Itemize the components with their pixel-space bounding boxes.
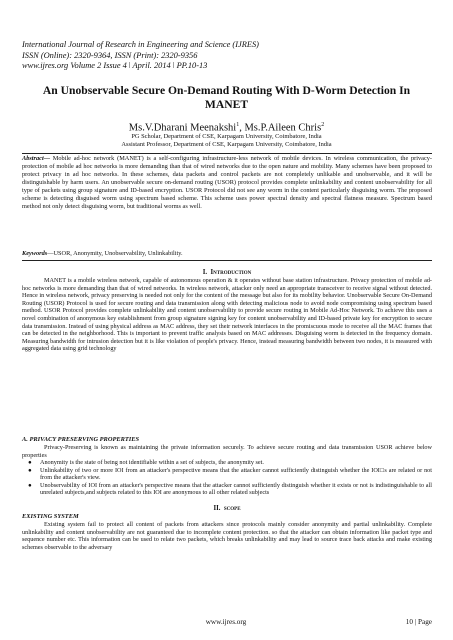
- section-title: Introduction: [210, 269, 252, 276]
- list-item-text: Anonymity is the state of being not identifiable within a set of subjects, the anonymity set.: [40, 459, 264, 466]
- section-number: II.: [213, 505, 221, 512]
- footer-url: www.ijres.org: [205, 618, 247, 626]
- list-item: [26, 482, 432, 497]
- list-item: [26, 459, 432, 467]
- abstract-label: Abstract—: [22, 155, 50, 162]
- journal-volume: www.ijres.org Volume 2 Issue 4 ǀ April. 2014 ǀ PP.10-13: [22, 61, 208, 71]
- journal-name: International Journal of Research in Engineering and Science (IJRES): [22, 40, 259, 49]
- abstract: [22, 155, 432, 211]
- author-2-mark: 2: [321, 122, 325, 128]
- bullet-icon: ●: [28, 481, 32, 489]
- author-separator: ,: [239, 122, 245, 134]
- subsection-heading-existing-system: EXISTING SYSTEM: [22, 513, 79, 520]
- introduction-paragraph: MANET is a mobile wireless network, capable of autonomous operation & it operates without base station infrastructure. Privacy protection of mobile ad-hoc networks is more demanding than that of wired networks. In wireless network, attacker only need an appropriate transceiver to receive signal without detected. Hence in wireless network, privacy preserving is needed not only for the content of the message but also for its mobility behavior. Unobservable Secure On-Demand Routing (USOR) Protocol is used for secure routing and data transmission along with detecting malicious node to avoid node compromising using spectrum based method. USOR Protocol provides complete unlinkability and content unobservability to provide secure routing in Mobile Ad-Hoc Network. To achieve this uses a novel combination of anonymous key establishment from group signature signing key for content unobservability and ID-based private key for encryption to secure data transmission. Instead of using physical address as MAC address, they set their network interfaces in the promiscuous mode to receive all the MAC frames that can be detected in the neighborhood. This is important to prevent traffic analysis based on MAC addresses. Disguising worm is detected in the frequency domain. Measuring bandwidth for intrusion detection but it is like violation of people's privacy. Hence, instead measuring bandwidth between two nodes, it is measured with aggregated data using grid technology: [22, 277, 432, 353]
- author-1-mark: 1: [236, 122, 240, 128]
- bullet-icon: ●: [28, 466, 32, 474]
- privacy-properties-list: [26, 459, 432, 497]
- list-item: [26, 467, 432, 482]
- list-item-text: Unobservability of IOI from an attacker's perspective means that the attacker cannot sufficiently distinguish whether it exists or not is indistinguishable to all unrelated subjects,and subjects related to this IOI are anonymous to all other related subjects: [40, 481, 432, 497]
- section-heading-scope: [22, 505, 432, 513]
- author-1: Ms.V.Dharani Meenakshi: [128, 122, 237, 134]
- privacy-paragraph: Privacy-Preserving is known as maintaining the private information securely. To achieve secure routing and data transmission USOR achieve below properties: [22, 444, 432, 459]
- abstract-text: Mobile ad-hoc network (MANET) is a self-configuring infrastructure-less network of mobile devices. In wireless communication, the privacy-protection of mobile ad hoc networks is more demanding than that of wired networks due to the open nature and mobility. Many schemes have been proposed to protect privacy in ad hoc networks. In these schemes, data packets and control packets are not completely unlikable and unobservable, and it will be distinguishable by harm users. An unobservable secure on-demand routing (USOR) protocol provides complete unlinkability and content unobservability for all type of packets using group signature and ID-based encryption. USOR Protocol did not see any worm in the content particularly disguising worm. The proposed scheme is detecting disguised worm using spectrum based scheme. This scheme uses power spectral density and spectral flatness measure. Spectrum based method not only detect disguising worm, but traditional worms as well.: [22, 155, 432, 210]
- keywords: [22, 250, 432, 258]
- section-title: scope: [223, 505, 241, 512]
- abstract-bottom-rule: [22, 260, 432, 261]
- bullet-icon: ●: [28, 459, 32, 466]
- affiliation-1: PG Scholar, Department of CSE, Karpagam University, Coimbatore, India: [131, 133, 322, 140]
- keywords-text: —USOR, Anonymity, Unobservability, Unlinkability.: [47, 250, 183, 257]
- keywords-label: Keywords: [22, 250, 48, 257]
- section-heading-introduction: [22, 269, 432, 277]
- journal-header: [22, 40, 422, 72]
- journal-issn: ISSN (Online): 2320-9364, ISSN (Print): 2320-9356: [22, 50, 198, 60]
- section-number: I.: [202, 269, 208, 276]
- author-2: Ms.P.Aileen Chris: [244, 122, 322, 134]
- existing-system-paragraph: Existing system fail to protect all content of packets from attackers since protocols mainly consider anonymity and partial unlinkability. Complete unlinkability and content unobservability are not guaranteed due to incomplete content protection. so that the attacker can obtain information like packet type and sequence number etc. This information can be used to relate two packets, which breaks unlinkability and may lead to source trace back attacks and make existing schemes observable to the adversary: [22, 521, 432, 551]
- affiliation-2: Assistant Professor, Department of CSE, Karpagam University, Coimbatore, India: [121, 141, 332, 148]
- list-item-text: Unlinkability of two or more IOI from an attacker's perspective means that the attacker cannot sufficiently distinguish whether the IOI□s are related or not from the attacker's view.: [40, 466, 432, 482]
- paper-title: An Unobservable Secure On-Demand Routing With D-Worm Detection In MANET: [42, 84, 411, 111]
- footer-page-number: 10 | Page: [405, 618, 432, 626]
- subsection-heading-privacy: A. PRIVACY PRESERVING PROPERTIES: [22, 436, 140, 443]
- abstract-top-rule: [22, 153, 432, 154]
